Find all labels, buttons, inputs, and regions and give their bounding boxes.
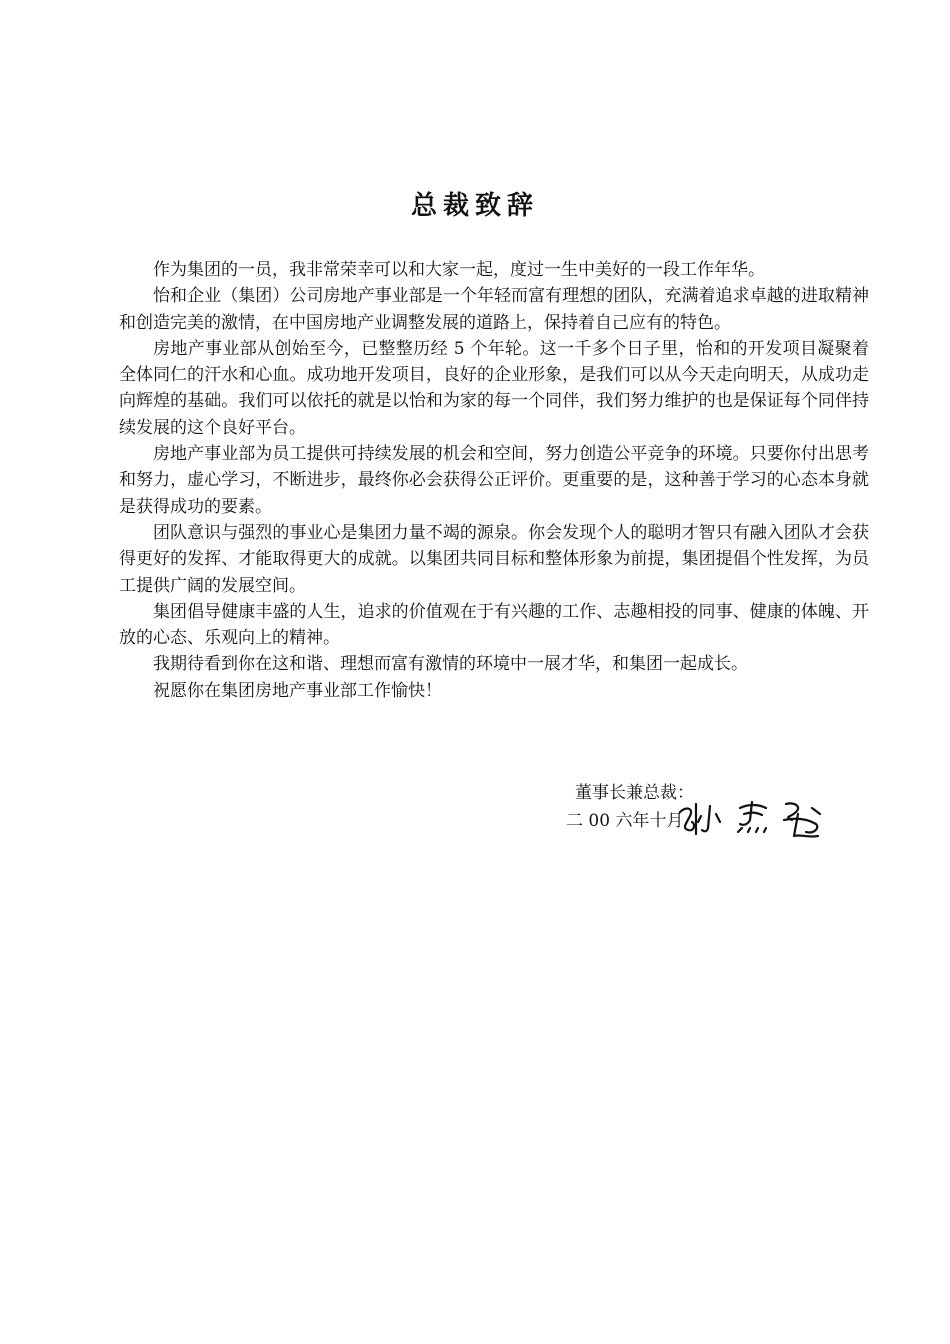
- handwritten-signature: [674, 794, 834, 840]
- signature-block: [566, 780, 866, 850]
- paragraph: 我期待看到你在这和谐、理想而富有激情的环境中一展才华，和集团一起成长。: [153, 654, 748, 675]
- letter-body: [119, 257, 869, 704]
- signer-title: 董事长兼总裁：: [575, 783, 694, 803]
- paragraph: 作为集团的一员，我非常荣幸可以和大家一起，度过一生中美好的一段工作年华。: [153, 260, 765, 280]
- paragraph: 怡和企业（集团）公司房地产事业部是一个年轻而富有理想的团队，充满着追求卓越的进取精神和创造完美的激情，在中国房地产业调整发展的道路上，保持着自己应有的特色。: [119, 286, 869, 333]
- paragraph: 团队意识与强烈的事业心是集团力量不竭的源泉。你会发现个人的聪明才智只有融入团队才会获得更好的发挥、才能取得更大的成就。以集团共同目标和整体形象为前提，集团提倡个性发挥，为员工提供广阔的发展空间。: [119, 522, 869, 596]
- paragraph: 祝愿你在集团房地产事业部工作愉快！: [153, 680, 442, 701]
- sign-date: 二 00 六年十月: [566, 811, 684, 831]
- page-title: 总裁致辞: [410, 191, 539, 221]
- paragraph: 集团倡导健康丰盛的人生，追求的价值观在于有兴趣的工作、志趣相投的同事、健康的体魄、开放的心态、乐观向上的精神。: [119, 601, 869, 649]
- paragraph: 房地产事业部从创始至今，已整整历经 5 个年轮。这一千多个日子里，怡和的开发项目凝聚着全体同仁的汗水和心血。成功地开发项目，良好的企业形象，是我们可以从今天走向明天，从成功走向辉煌的基础。我们可以依托的就是以怡和为家的每一个同伴，我们努力维护的也是保证每个同伴持续发展的这个良好平台。: [119, 338, 869, 438]
- paragraph: 房地产事业部为员工提供可持续发展的机会和空间，努力创造公平竞争的环境。只要你付出思考和努力，虚心学习，不断进步，最终你必会获得公正评价。更重要的是，这种善于学习的心态本身就是获得成功的要素。: [119, 444, 869, 517]
